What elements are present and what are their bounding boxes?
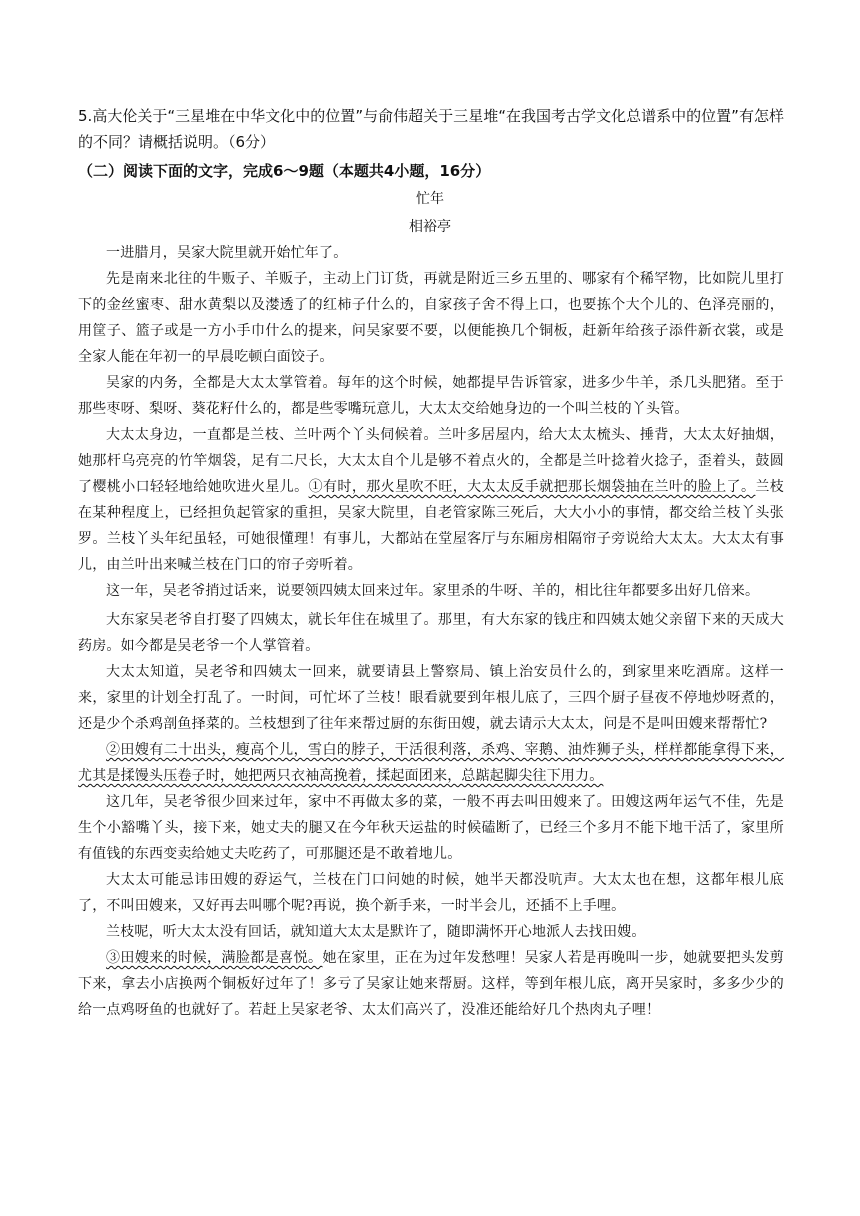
paragraph-text: 大太太知道，吴老爷和四姨太一回来，就要请县上警察局、镇上治安员什么的，到家里来吃酒席。这样一来，家里的计划全打乱了。一时间，可忙坏了兰枝！眼看就要到年根儿底了，三四个厨子昼夜不停地炒呀煮的，还是少个杀鸡剖鱼择菜的。兰枝想到了往年来帮过厨的东街田嫂，就去请示大太太，问是不是叫田嫂来帮帮忙? <box>78 664 784 732</box>
paragraph-text: 这一年，吴老爷捎过话来，说要领四姨太回来过年。家里杀的牛呀、羊的，相比往年都要多出好几倍来。 <box>106 583 760 599</box>
paragraph-6 <box>78 607 784 659</box>
paragraph-3 <box>78 370 784 422</box>
paragraph-5 <box>78 578 784 604</box>
underlined-sentence-1: ①有时，那火星吹不旺，大太太反手就把那长烟袋抽在兰叶的脸上了。 <box>308 479 756 495</box>
paragraph-10 <box>78 867 784 919</box>
paragraph-text: 大东家吴老爷自打娶了四姨太，就长年住在城里了。那里，有大东家的钱庄和四姨太她父亲留下来的天成大药房。如今都是吴老爷一个人掌管着。 <box>78 612 784 654</box>
paragraph-text: 兰枝在某种程度上，已经担负起管家的重担，吴家大院里，自老管家陈三死后，大大小小的事情，都交给兰枝丫头张罗。兰枝丫头年纪虽轻，可她很懂理！有事儿，大都站在堂屋客厅与东厢房相隔帘子旁说给大太太。大太太有事儿，由兰叶出来喊兰枝在门口的帘子旁听着。 <box>78 479 785 573</box>
paragraph-text: 先是南来北往的牛贩子、羊贩子，主动上门订货，再就是附近三乡五里的、哪家有个稀罕物，比如院儿里打下的金丝蜜枣、甜水黄梨以及漤透了的红柿子什么的，自家孩子舍不得上口，也要拣个大个儿的、色泽亮丽的，用筐子、篮子或是一方小手巾什么的提来，问吴家要不要，以便能换几个铜板，赶新年给孩子添件新衣裳，或是全家人能在年初一的早晨吃顿白面饺子。 <box>78 271 784 365</box>
paragraph-text: 大太太身边，一直都是兰枝、兰叶两个丫头伺候着。兰叶多居屋内，给大太太梳头、捶背，大太太好抽烟，她那杆乌亮亮的竹竿烟袋，足有二尺长，大太太自个儿是够不着点火的，全都是兰叶捻着火捻子，歪着头，鼓圆了樱桃小口轻轻地给她吹进火星儿。 <box>78 427 784 495</box>
underlined-sentence-2: ②田嫂有二十出头，瘦高个儿，雪白的脖子，干活很利落，杀鸡、宰鹅、油炸狮子头，样样都能拿得下来，尤其是揉馒头压卷子时，她把两只衣袖高挽着，揉起面团来，总踮起脚尖往下用力。 <box>78 742 784 784</box>
article-title: 忙年 <box>416 191 444 207</box>
underlined-sentence-3: ③田嫂来的时候，满脸都是喜悦。 <box>106 950 323 966</box>
paragraph-2 <box>78 266 784 370</box>
paragraph-12 <box>78 945 784 1023</box>
paragraph-text: 吴家的内务，全都是大太太掌管着。每年的这个时候，她都提早告诉管家，进多少牛羊，杀几头肥猪。至于那些枣呀、梨呀、葵花籽什么的，都是些零嘴玩意儿，大太太交给她身边的一个叫兰枝的丫头管。 <box>78 375 784 417</box>
paragraph-1 <box>78 240 784 266</box>
question-5: 5.高大伦关于“三星堆在中华文化中的位置”与俞伟超关于三星堆“在我国考古学文化总谱系中的位置”有怎样的不同？请概括说明。（6分） <box>78 107 784 151</box>
paragraph-text: 兰枝呢，听大太太没有回话，就知道大太太是默许了，随即满怀开心地派人去找田嫂。 <box>106 924 646 940</box>
section-header: （二）阅读下面的文字，完成6～9题（本题共4小题，16分） <box>78 162 491 180</box>
paragraph-11 <box>78 919 784 945</box>
article-author: 相裕亭 <box>409 219 451 235</box>
paragraph-4 <box>78 422 784 578</box>
article-body <box>78 240 784 1023</box>
paragraph-text: 大太太可能忌讳田嫂的孬运气，兰枝在门口问她的时候，她半天都没吭声。大太太也在想，这都年根儿底了，不叫田嫂来，又好再去叫哪个呢?再说，换个新手来，一时半会儿，还插不上手哩。 <box>78 872 784 914</box>
paragraph-7 <box>78 659 784 737</box>
paragraph-8 <box>78 737 784 789</box>
paragraph-text: 一进腊月，吴家大院里就开始忙年了。 <box>106 245 348 261</box>
paragraph-text: 她在家里，正在为过年发愁哩！吴家人若是再晚叫一步，她就要把头发剪下来，拿去小店换两个铜板好过年了！多亏了吴家让她来帮厨。这样，等到年根儿底，离开吴家时，多多少少的给一点鸡呀鱼的也就好了。若赶上吴家老爷、太太们高兴了，没准还能给好几个热肉丸子哩！ <box>78 950 785 1018</box>
paragraph-9 <box>78 789 784 867</box>
paragraph-text: 这几年，吴老爷很少回来过年，家中不再做太多的菜，一般不再去叫田嫂来了。田嫂这两年运气不佳，先是生个小豁嘴丫头，接下来，她丈夫的腿又在今年秋天运盐的时候磕断了，已经三个多月不能下地干活了，家里所有值钱的东西变卖给她丈夫吃药了，可那腿还是不敢着地儿。 <box>78 794 784 862</box>
